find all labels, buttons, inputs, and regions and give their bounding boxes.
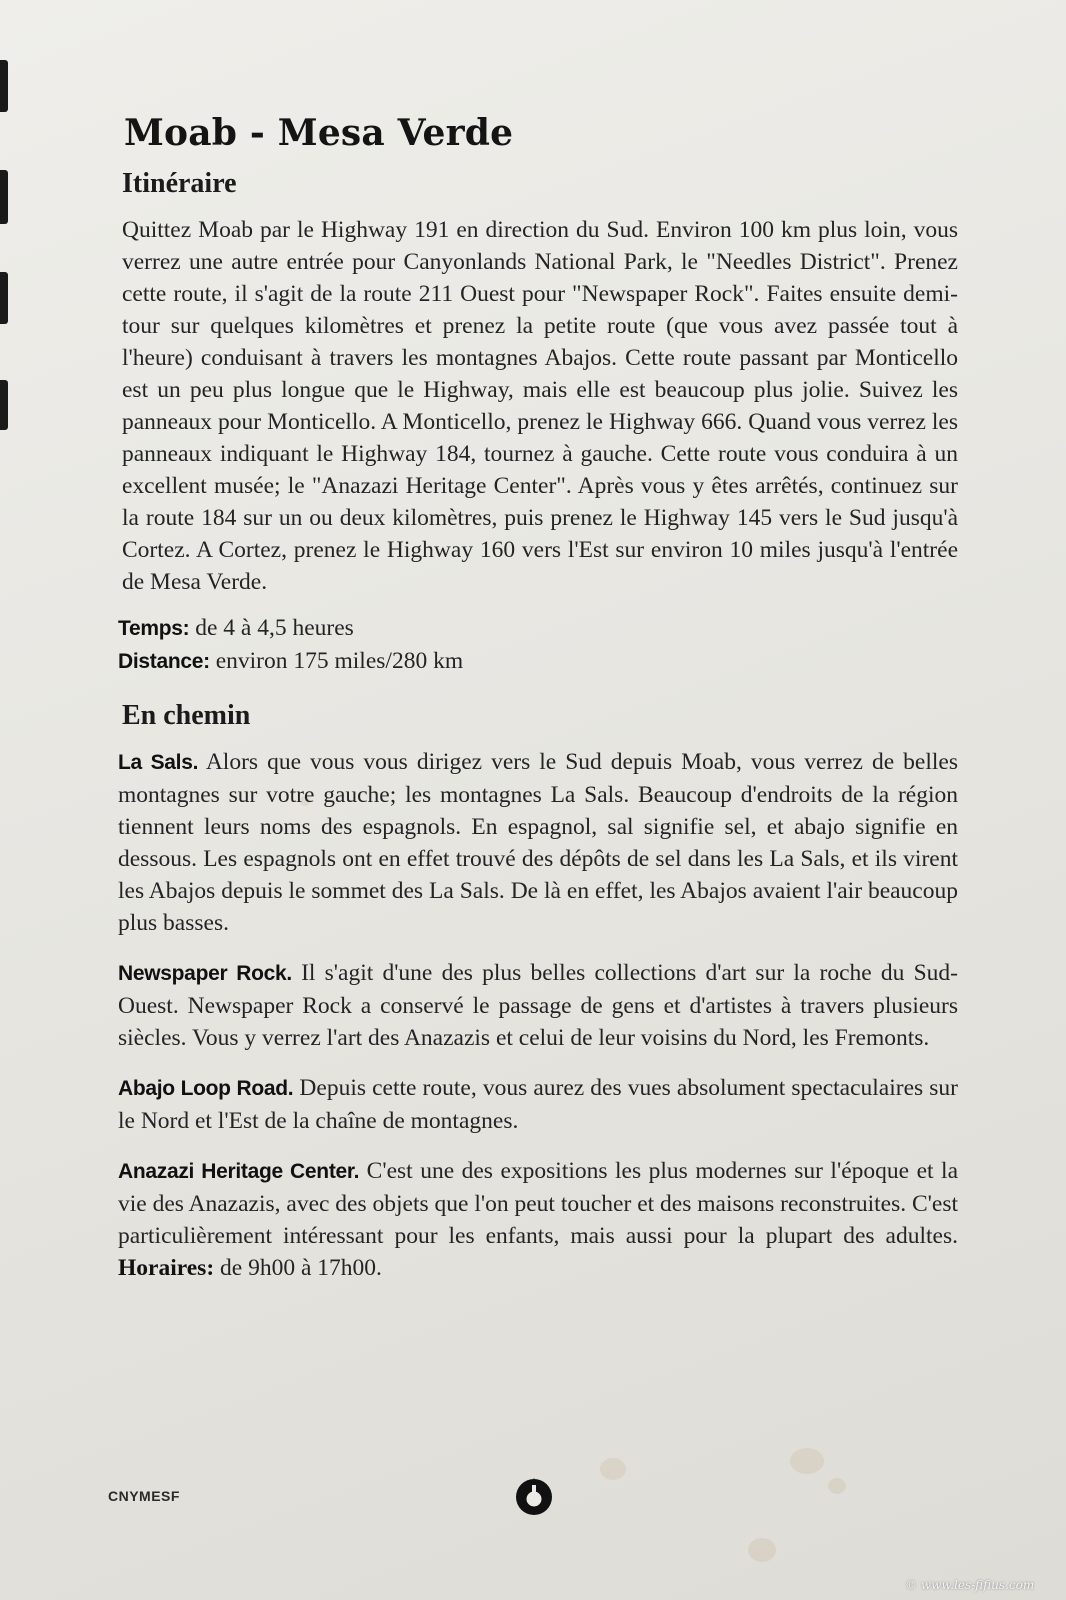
watermark: © www.les-fifius.com: [905, 1578, 1035, 1592]
entry-label: La Sals.: [118, 751, 199, 774]
distance-label: Distance:: [118, 650, 210, 673]
hours-value: de 9h00 à 17h00.: [214, 1255, 382, 1281]
binding-hole: [0, 380, 8, 430]
entry-la-sals: [118, 746, 958, 939]
entry-text: C'est une des expositions les plus modernes sur l'époque et la vie des Anazazis, avec des objets que l'on peut toucher et des maisons reconstruites. C'est particulièrement intéressant pour les enfants, mais aussi pour la plupart des adultes.: [118, 1158, 958, 1249]
entry-label: Newspaper Rock.: [118, 962, 292, 985]
entry-label: Anazazi Heritage Center.: [118, 1160, 360, 1183]
entry-text: Il s'agit d'une des plus belles collections d'art sur la roche du Sud-Ouest. Newspaper Rock a conservé le passage de gens et d'artistes à travers plusieurs siècles. Vous y verrez l'art des Anazazis et celui de leur voisins du Nord, les Fremonts.: [118, 960, 958, 1051]
paper-stain: [828, 1478, 846, 1494]
entry-anazazi-heritage-center: [118, 1155, 958, 1284]
entry-label: Abajo Loop Road.: [118, 1077, 294, 1100]
distance-line: [118, 645, 958, 678]
binding-hole: [0, 170, 8, 224]
time-label: Temps:: [118, 617, 190, 640]
entry-text: Depuis cette route, vous aurez des vues absolument spectaculaires sur le Nord et l'Est de la chaîne de montagnes.: [118, 1075, 958, 1134]
binding-hole: [0, 272, 8, 324]
entry-abajo-loop-road: [118, 1072, 958, 1137]
article: [118, 112, 958, 1302]
distance-value: environ 175 miles/280 km: [209, 648, 464, 674]
en-route-heading: En chemin: [122, 700, 251, 731]
binding-hole: [0, 60, 8, 112]
hours-label: Horaires:: [118, 1255, 215, 1281]
trip-facts: [118, 612, 958, 678]
time-line: [118, 612, 958, 645]
entry-text: Alors que vous vous dirigez vers le Sud depuis Moab, vous verrez de belles montagnes sur votre gauche; les montagnes La Sals. Beaucoup d'endroits de la région tiennent leurs noms des espagnols. En espagnol, sal signifie sel, et abajo signifie en dessous. Les espagnols ont en effet trouvé des dépôts de sel dans les La Sals, et ils virent les Abajos depuis le sommet des La Sals. De là en effet, les Abajos avaient l'air beaucoup plus basses.: [118, 749, 958, 936]
paper-stain: [600, 1458, 626, 1480]
time-value: de 4 à 4,5 heures: [189, 615, 354, 641]
power-logo-icon: [513, 1475, 555, 1517]
itinerary-paragraph: Quittez Moab par le Highway 191 en direction du Sud. Environ 100 km plus loin, vous verrez une autre entrée pour Canyonlands National Park, le "Needles District". Prenez cette route, il s'agit de la route 211 Ouest pour "Newspaper Rock". Faites ensuite demi-tour sur quelques kilomètres et prenez la petite route (que vous avez passée tout à l'heure) conduisant à travers les montagnes Abajos. Cette route passant par Monticello est un peu plus longue que le Highway, mais elle est beaucoup plus jolie. Suivez les panneaux pour Monticello. A Monticello, prenez le Highway 666. Quand vous verrez les panneaux indiquant le Highway 184, tournez à gauche. Cette route vous conduira à un excellent musée; le "Anazazi Heritage Center". Après vous y êtes arrêtés, continuez sur la route 184 sur un ou deux kilomètres, puis prenez le Highway 145 vers le Sud jusqu'à Cortez. A Cortez, prenez le Highway 160 vers l'Est sur environ 10 miles jusqu'à l'entrée de Mesa Verde.: [122, 217, 958, 595]
footer-code: CNYMESF: [108, 1488, 180, 1504]
page-title: Moab - Mesa Verde: [124, 112, 514, 154]
entry-newspaper-rock: [118, 957, 958, 1054]
paper-stain: [790, 1448, 824, 1474]
itinerary-heading: Itinéraire: [122, 168, 237, 199]
paper-stain: [748, 1538, 776, 1562]
